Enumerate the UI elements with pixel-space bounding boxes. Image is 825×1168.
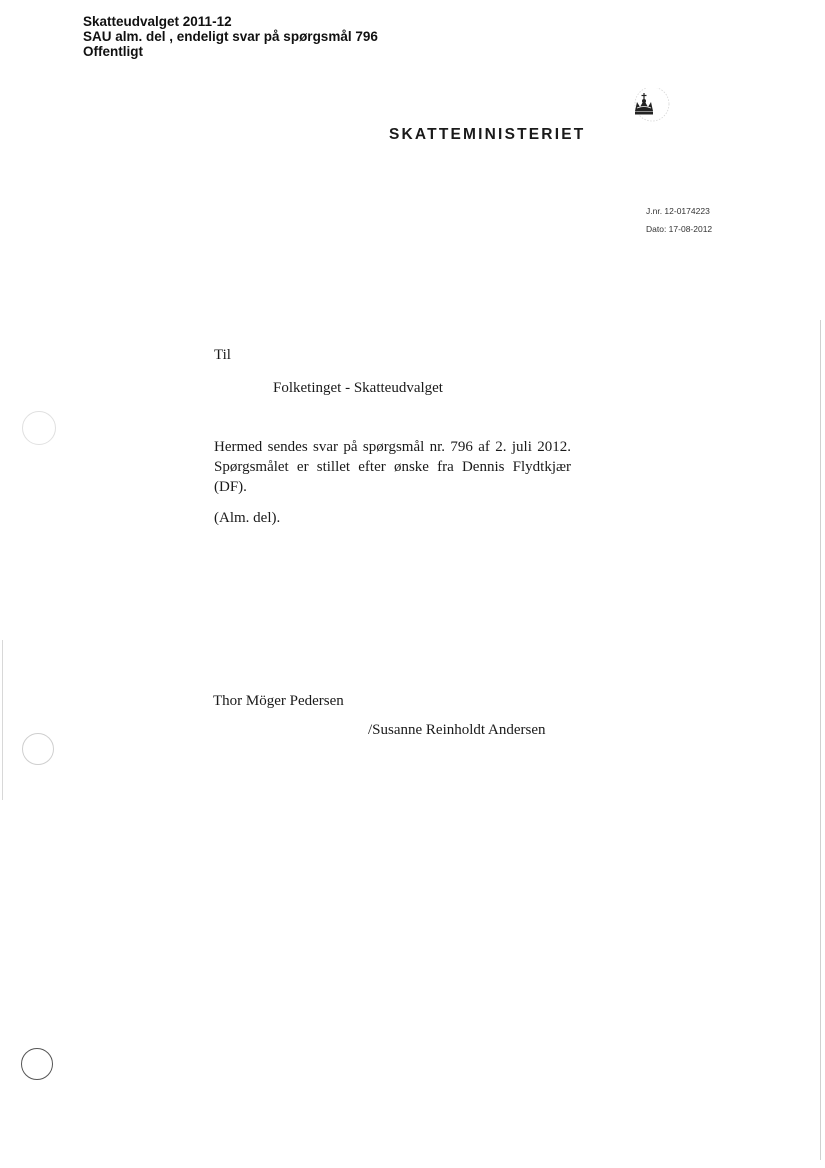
stamp-committee: Skatteudvalget 2011-12 (83, 14, 232, 29)
journal-number: J.nr. 12-0174223 (646, 206, 710, 216)
scan-edge-left (2, 640, 3, 800)
document-stamp (83, 14, 378, 59)
stamp-status: Offentligt (83, 44, 143, 59)
punch-hole (22, 733, 54, 765)
salutation: Til (214, 347, 231, 363)
reference-block (646, 202, 712, 238)
punch-hole (21, 1048, 53, 1080)
recipient: Folketinget - Skatteudvalget (273, 380, 443, 396)
letter-body: Hermed sendes svar på spørgsmål nr. 796 af 2. juli 2012. Spørgsmålet er stillet efter ønske fra Dennis Flydtkjær (DF). (214, 439, 571, 495)
crown-icon (630, 88, 670, 126)
signature-official: /Susanne Reinholdt Andersen (368, 722, 546, 738)
scan-edge-right (820, 320, 821, 1160)
punch-hole (22, 411, 56, 445)
stamp-reference: SAU alm. del , endeligt svar på spørgsmål 796 (83, 29, 378, 44)
ministry-name: SKATTEMINISTERIET (389, 126, 586, 143)
letter-note: (Alm. del). (214, 510, 281, 526)
letter-date: Dato: 17-08-2012 (646, 224, 713, 234)
signature-minister: Thor Möger Pedersen (213, 693, 344, 709)
